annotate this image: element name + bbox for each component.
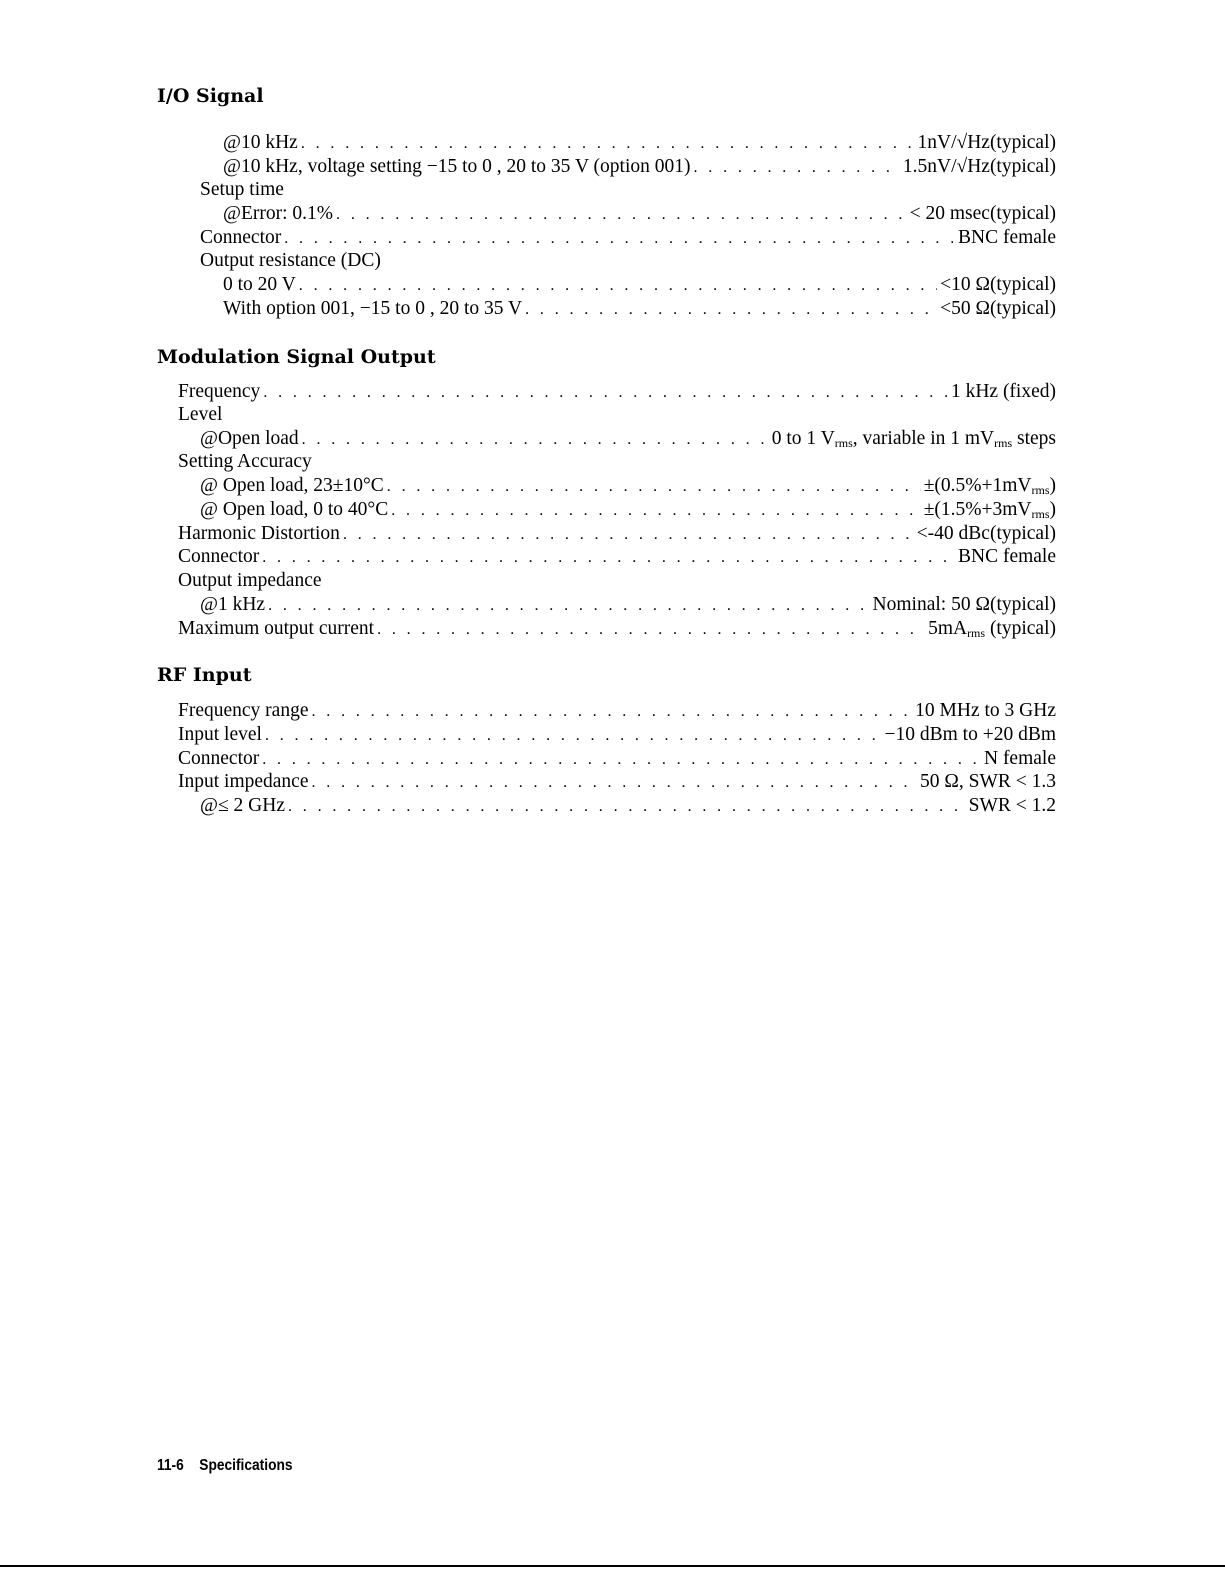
dot-leader	[301, 132, 915, 156]
spec-label: Harmonic Distortion	[178, 523, 340, 544]
spec-label: @ Open load, 23±10°C	[200, 475, 384, 496]
spec-value: 1 kHz (fixed)	[950, 381, 1056, 402]
spec-label: Maximum output current	[178, 618, 375, 639]
spec-value: 1.5nV/√Hz(typical)	[902, 156, 1056, 177]
spec-value: $\pm(0.5\%+1mV_{rms})$	[923, 475, 1056, 497]
spec-label: @≤ 2 GHz	[200, 795, 285, 816]
dot-leader	[302, 428, 769, 452]
spec-value: −10 dBm to +20 dBm	[884, 724, 1056, 745]
page-number: 11-6	[157, 1457, 184, 1474]
dot-leader	[387, 475, 921, 499]
dot-leader	[262, 748, 981, 772]
dot-leader	[525, 298, 937, 322]
section-heading-rf-input: RF Input	[157, 664, 252, 686]
spec-label: Input impedance	[178, 771, 309, 792]
spec-row	[223, 202, 1056, 226]
spec-subheading: Level	[178, 404, 223, 425]
spec-label: @10 kHz, voltage setting −15 to 0 , 20 to 35 V (option 001)	[223, 156, 691, 177]
spec-value: BNC female	[957, 546, 1056, 567]
spec-value: <10 Ω(typical)	[940, 274, 1056, 295]
spec-subheading: Setup time	[200, 179, 284, 200]
spec-value: <50 Ω(typical)	[940, 298, 1056, 319]
spec-label: Connector	[178, 748, 260, 769]
spec-label: Connector	[178, 546, 260, 567]
spec-row	[200, 794, 1056, 818]
spec-row	[178, 545, 1056, 569]
spec-label: Frequency	[178, 381, 261, 402]
dot-leader	[336, 203, 907, 227]
spec-row	[223, 297, 1056, 321]
spec-value: SWR < 1.2	[968, 795, 1056, 816]
footer-section-name: Specifications	[199, 1457, 293, 1474]
spec-label: @Error: 0.1%	[223, 203, 334, 224]
spec-row	[200, 226, 1056, 250]
page-footer	[157, 1457, 293, 1475]
dot-leader	[265, 724, 882, 748]
spec-label: 0 to 20 V	[223, 274, 296, 295]
dot-leader	[312, 771, 918, 795]
spec-row	[178, 699, 1056, 723]
spec-value: 10 MHz to 3 GHz	[915, 700, 1056, 721]
spec-label: @ Open load, 0 to 40°C	[200, 499, 389, 520]
spec-value: BNC female	[957, 227, 1056, 248]
spec-subheading: Output impedance	[178, 570, 322, 591]
footer-rule	[0, 1565, 1225, 1567]
spec-subheading: Setting Accuracy	[178, 451, 312, 472]
spec-row	[200, 498, 1056, 522]
dot-leader	[268, 594, 869, 618]
spec-label: Connector	[200, 227, 282, 248]
spec-row	[178, 522, 1056, 546]
dot-leader	[299, 274, 937, 298]
dot-leader	[284, 227, 955, 251]
spec-row	[200, 474, 1056, 498]
spec-row	[200, 427, 1056, 451]
spec-label: @1 kHz	[200, 594, 266, 615]
section-heading-modulation-signal-output: Modulation Signal Output	[157, 346, 436, 368]
spec-value: 0 to 1 $V_{rms}$, variable in 1 $mV_{rms}$ steps	[771, 428, 1056, 450]
spec-value: $\pm(1.5\%+3mV_{rms})$	[923, 499, 1056, 521]
spec-value: $5mA_{rms}$ (typical)	[928, 618, 1056, 640]
spec-value: 1nV/√Hz(typical)	[917, 132, 1056, 153]
spec-value: Nominal: 50 Ω(typical)	[872, 594, 1056, 615]
dot-leader	[343, 523, 914, 547]
spec-row	[223, 273, 1056, 297]
dot-leader	[694, 156, 900, 180]
dot-leader	[288, 795, 966, 819]
spec-label: @Open load	[200, 428, 299, 449]
spec-value: < 20 msec(typical)	[909, 203, 1056, 224]
spec-label: @10 kHz	[223, 132, 298, 153]
spec-row	[223, 155, 1056, 179]
spec-label: Frequency range	[178, 700, 309, 721]
dot-leader	[311, 700, 912, 724]
spec-row	[200, 593, 1056, 617]
dot-leader	[262, 546, 955, 570]
spec-row	[178, 723, 1056, 747]
spec-label: With option 001, −15 to 0 , 20 to 35 V	[223, 298, 523, 319]
spec-subheading: Output resistance (DC)	[200, 250, 381, 271]
spec-value: N female	[983, 748, 1056, 769]
dot-leader	[391, 499, 920, 523]
spec-value: 50 Ω, SWR < 1.3	[920, 771, 1056, 792]
spec-row	[178, 770, 1056, 794]
spec-value: <-40 dBc(typical)	[916, 523, 1056, 544]
dot-leader	[377, 618, 925, 642]
spec-row	[223, 131, 1056, 155]
section-heading-io-signal: I/O Signal	[157, 85, 264, 107]
spec-row	[178, 617, 1056, 641]
spec-row	[178, 747, 1056, 771]
dot-leader	[263, 381, 948, 405]
spec-label: Input level	[178, 724, 262, 745]
spec-row	[178, 380, 1056, 404]
